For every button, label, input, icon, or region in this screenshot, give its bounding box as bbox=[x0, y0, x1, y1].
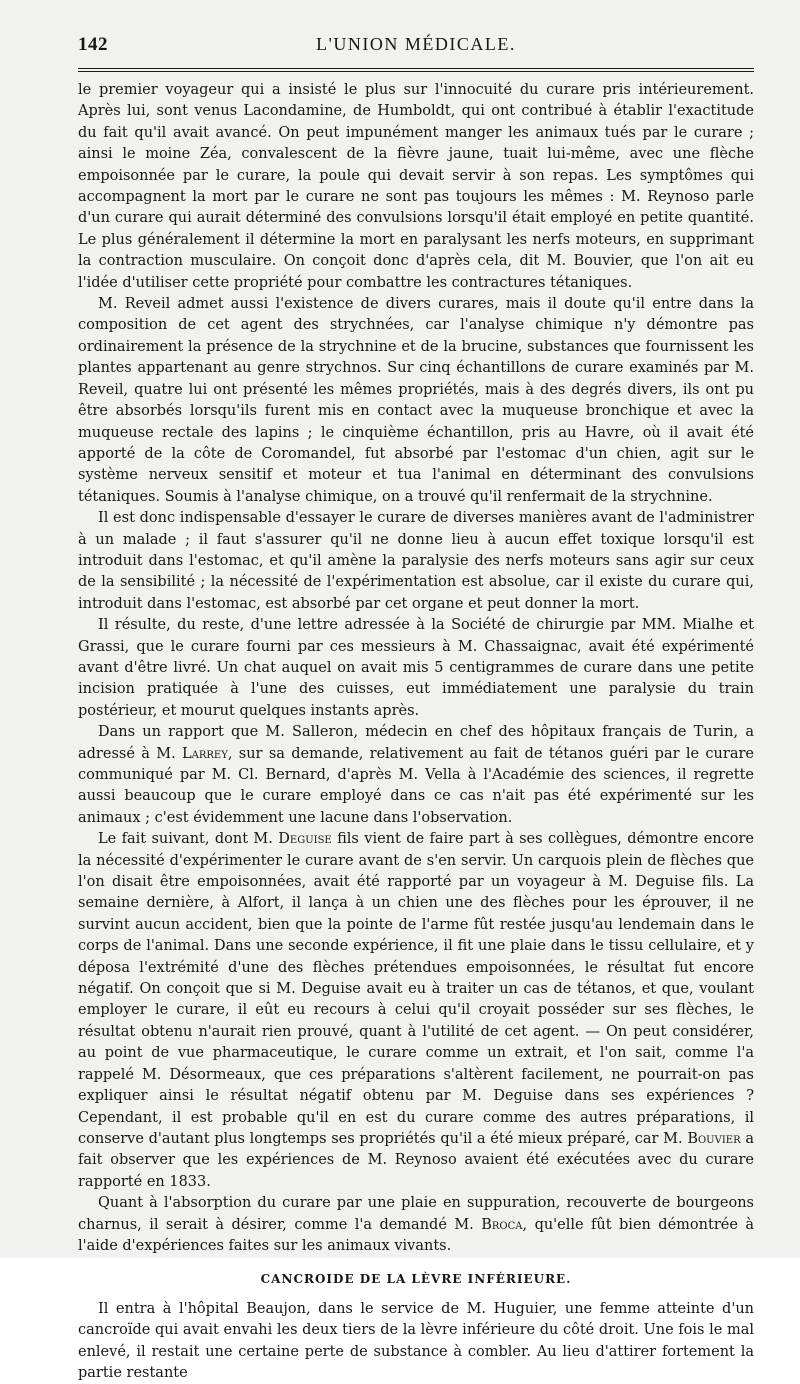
paragraph-6-text-c: a fait observer que les expériences de M. Reynoso avaient été exécutées avec du curare rapporté en 1833. bbox=[78, 1130, 754, 1190]
paragraph-1: le premier voyageur qui a insisté le plus sur l'innocuité du curare pris intérieurement. Après lui, sont venus Lacondamine, de Humboldt, qui ont contribué à établir l'exactitude du fait qu'il avait avancé. On peut impunément manger les animaux tués par le curare ; ainsi le moine Zéa, convalescent de la fièvre jaune, tuait lui-même, avec une flèche empoisonnée par le curare, la poule qui devait servir à son repas. Les symptômes qui accompagnent la mort par le curare ne sont pas toujours les mêmes : M. Reynoso parle d'un curare qui aurait déterminé des convulsions lorsqu'il était employé en petite quantité. Le plus généralement il détermine la mort en paralysant les nerfs moteurs, en supprimant la contraction musculaire. On conçoit donc d'après cela, dit M. Bouvier, que l'on ait eu l'idée d'utiliser cette propriété pour combattre les contractures tétaniques. bbox=[78, 82, 754, 291]
paragraph-2: M. Reveil admet aussi l'existence de divers curares, mais il doute qu'il entre dans la composition de cet agent des strychnées, car l'analyse chimique n'y démontre pas ordinairement la présence de la strychnine et de la brucine, substances que fournissent les plantes appartenant au genre strychnos. Sur cinq échantillons de curare examinés par M. Reveil, quatre lui ont présenté les mêmes propriétés, mais à des degrés divers, ils ont pu être absorbés lorsqu'ils furent mis en contact avec la muqueuse bronchique et avec la muqueuse rectale des lapins ; le cinquième échantillon, pris au Havre, où il avait été apporté de la côte de Coromandel, fut absorbé par l'estomac d'un chien, agit sur le système nerveux sensitif et moteur et tua l'animal en déterminant des convulsions tétaniques. Soumis à l'analyse chimique, on a trouvé qu'il renfermait de la strychnine. bbox=[78, 296, 754, 505]
paragraph-6 bbox=[78, 829, 754, 1193]
name-deguise: Deguise bbox=[278, 831, 332, 848]
paragraph-6-text-b: fils vient de faire part à ses collègues, démontre encore la nécessité d'expérimenter le curare avant de s'en servir. Un carquois plein de flèches que l'on disait être empoisonnées, avait été rapporté par un voyageur à M. Deguise fils. La semaine dernière, à Alfort, il lança à un chien une des flèches pour les éprouver, il ne survint aucun accident, bien que la pointe de l'arme fût restée jusqu'au lendemain dans le corps de l'animal. Dans une seconde expérience, il fit une plaie dans le tissu cellulaire, et y déposa l'extrémité d'une des flèches prétendues empoisonnées, le résultat fut encore négatif. On conçoit que si M. Deguise avait eu à traiter un cas de tétanos, et que, voulant employer le curare, il eût eu recours à celui qu'il croyait posséder sur ses flèches, le résultat obtenu n'aurait rien prouvé, quant à l'utilité de cet agent. — On peut considérer, au point de vue pharmaceutique, le curare comme un extrait, et l'on sait, comme l'a rappelé M. Désormeaux, que ces préparations s'altèrent facilement, ne pourrait-on pas expliquer ainsi le résultat négatif obtenu par M. Deguise dans ses expériences ? Cependant, il est probable qu'il en est du curare comme des autres préparations, il conserve d'autant plus longtemps ses propriétés qu'il a été mieux préparé, car M. bbox=[78, 831, 754, 1147]
name-larrey: Larrey bbox=[182, 745, 228, 762]
paragraph-8: Il entra à l'hôpital Beaujon, dans le service de M. Huguier, une femme atteinte d'un cancroïde qui avait envahi les deux tiers de la lèvre inférieure du côté droit. Une fois le mal enlevé, il restait une certaine perte de substance à combler. Au lieu d'attirer fortement la partie restante bbox=[78, 1300, 754, 1381]
paragraph-5 bbox=[78, 722, 754, 829]
name-bouvier: Bouvier bbox=[687, 1130, 741, 1147]
page-number: 142 bbox=[78, 34, 108, 55]
body-text bbox=[78, 80, 754, 1384]
name-broca: Broca bbox=[481, 1216, 523, 1233]
paragraph-7 bbox=[78, 1193, 754, 1257]
section-heading: CANCROIDE DE LA LÈVRE INFÉRIEURE. bbox=[260, 1272, 572, 1287]
running-head bbox=[78, 34, 754, 58]
paragraph-6-text-a: Le fait suivant, dont M. bbox=[98, 831, 279, 848]
paragraph-5-text-a: Dans un rapport que M. Salleron, médecin en chef des hôpitaux français de Turin, a adressé à M. bbox=[78, 724, 754, 762]
paragraph-7-text-b: , qu'elle fût bien démontrée à l'aide d'expériences faites sur les animaux vivants. bbox=[78, 1216, 754, 1254]
paragraph-7-text-a: Quant à l'absorption du curare par une plaie en suppuration, recouverte de bourgeons charnus, il serait à désirer, comme l'a demandé M. bbox=[78, 1195, 754, 1233]
paragraph-3: Il est donc indispensable d'essayer le curare de diverses manières avant de l'administrer à un malade ; il faut s'assurer qu'il ne donne lieu à aucun effet toxique lorsqu'il est introduit dans l'estomac, et qu'il amène la paralysie des nerfs moteurs sans agir sur ceux de la sensibilité ; la nécessité de l'expérimentation est absolue, car il existe du curare qui, introduit dans l'estomac, est absorbé par cet organe et peut donner la mort. bbox=[78, 510, 754, 612]
journal-title: L'UNION MÉDICALE. bbox=[316, 34, 516, 54]
paragraph-5-text-b: , sur sa demande, relativement au fait de tétanos guéri par le curare communiqué par M. Cl. Bernard, d'après M. Vella à l'Académie des sciences, il regrette aussi beaucoup que le curare employé dans ce cas n'ait pas été expérimenté sur les animaux ; c'est évidemment une lacune dans l'observation. bbox=[78, 745, 754, 826]
paragraph-4: Il résulte, du reste, d'une lettre adressée à la Société de chirurgie par MM. Mialhe et Grassi, que le curare fourni par ces messieurs à M. Chassaignac, avait été expérimenté avant d'être livré. Un chat auquel on avait mis 5 centigrammes de curare dans une petite incision pratiquée à l'une des cuisses, eut immédiatement une paralysie du train postérieur, et mourut quelques instants après. bbox=[78, 617, 754, 719]
header-rule bbox=[78, 68, 754, 72]
